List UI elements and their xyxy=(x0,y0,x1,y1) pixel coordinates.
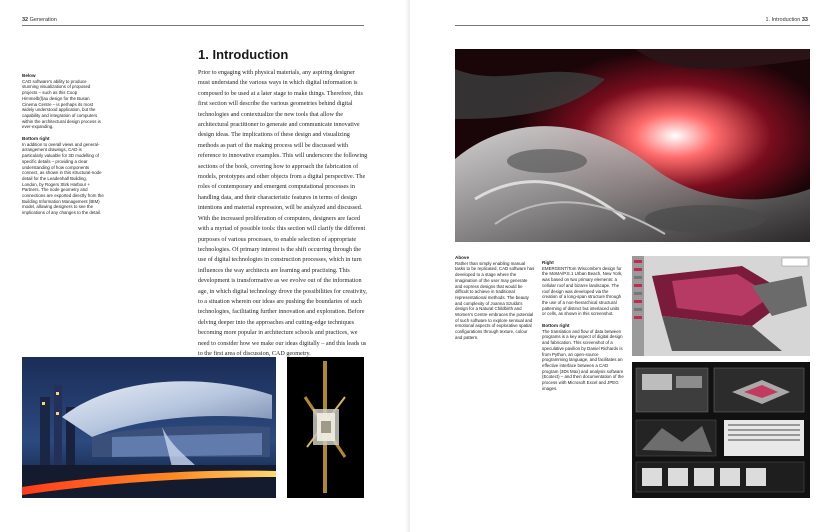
caption-heading: Right xyxy=(542,260,554,265)
caption-heading: Bottom right xyxy=(542,323,570,329)
python-pipeline-screenshot-image xyxy=(632,362,810,498)
structural-node-image xyxy=(287,357,364,498)
body-text: Prior to engaging with physical materials, any aspiring designer must understand the various ways in which digital information is composed to be used at a later stage to make things. Therefore, this first section will describe the various geometries behind digital technologies and contextualize the new tools that allow the architectural practitioner to generate and communicate innovative design ideas. The implications of these design and visualizing methods as part of the making process will be discussed with reference to innovative examples. This will underscore the following sections of the book, covering how to approach the fabrication of models, prototypes and other objects from a digital perspective. The roles of contemporary and emergent computational processes in handling data, and their characteristic features in terms of design intentions and material expression, will be analyzed and discussed. With the increased proliferation of computers, designers are faced with a myriad of possible tools: this section will clarify the different purposes of various processes, to enable selection of appropriate technologies. Of primary interest is the shift occurring through the use of digital technologies in construction processes, which in turn influences the way architects are learning and practising. This development is transformative as we evolve out of the information age, in which digital technology drove the possibilities for creativity, to a situation wherein our ideas are pushing the boundaries of such technologies, facilitating further innovation and exploration. Before delving deeper into the approaches and cutting-edge techniques becoming more popular in architecture schools and practices, we need to consider how we make our ideas digitally – and this leads us to the first area of discussion, CAD geometry. xyxy=(198,70,368,357)
caption-text: In addition to overall views and general-arrangement drawings, CAD is particularly valuable for 3D modelling of specific details – providing a clear understanding of how components connect, as shown in this structural-node detail for the Leadenhall Building, London, by Rogers Stirk Harbour + Partners. The node geometry and connections are exported directly from the Building Information Management (BIM) model, allowing designers to see the implications of any changes to the detail. xyxy=(22,141,104,216)
busan-cinema-render-image xyxy=(22,357,276,498)
caption-right-column xyxy=(542,255,624,396)
caption-text: EMERGENT/Tom Wiscombe's design for the MoMA/P.S.1 Urban Beach, New York, was based on two primary elements: a cellular roof and bizarre landscape. The roof design was developed via the creation of a long-span structure through the use of a non-hierarchical structural patterning of distinct but interlaced units or cells, as shown in this screenshot. xyxy=(542,265,623,317)
left-folio xyxy=(22,17,57,23)
caption-heading: Above xyxy=(455,255,470,260)
left-page-number: 32 xyxy=(22,17,29,23)
caption-text: The translation and flow of data between programs is a key aspect of digital design and fabrication. This screenshot of a speculative pavilion by Daniel Richards is from Python, an open-source programming language, and facilitates an effective interface between a CAD program (3Ds Max) and analysis software (Ecotect) – and then documentation of the process with Microsoft Excel and JPEG images. xyxy=(542,328,624,391)
left-header-rule xyxy=(22,25,364,26)
caption-heading: Bottom right xyxy=(22,136,50,142)
right-page xyxy=(410,0,820,532)
childbirth-centre-render-image xyxy=(455,49,810,242)
chapter-title: 1. Introduction xyxy=(198,47,289,62)
caption-heading: Below xyxy=(22,73,36,78)
right-section-name: 1. Introduction xyxy=(765,17,801,23)
urban-beach-screenshot-image xyxy=(632,256,810,356)
right-page-number: 33 xyxy=(801,17,808,23)
right-header-rule xyxy=(455,25,810,26)
right-folio xyxy=(765,17,808,23)
left-section-name: Generation xyxy=(29,17,57,23)
sidebar-captions xyxy=(22,68,104,221)
caption-text: CAD software's ability to produce stunning visualizations of proposed projects – such as this Coop Himmelb(l)au design for the Busan Cinema Centre – is perhaps its most widely understood application, but the capability and integration of computers within the architectural design process is ever-expanding. xyxy=(22,78,101,130)
caption-above xyxy=(455,255,535,341)
caption-text: Rather than simply enabling manual tasks to be replicated, CAD software has developed to a stage where the imagination of the user may generate and express designs that would be difficult to achieve in traditional representational methods. The beauty and complexity of Joanna Szulda's design for a Natural Childbirth and Women's Centre embraces the potential of such software to explore sensual and emotional aspects of explorative spatial configurations through texture, colour and pattern. xyxy=(455,260,535,340)
